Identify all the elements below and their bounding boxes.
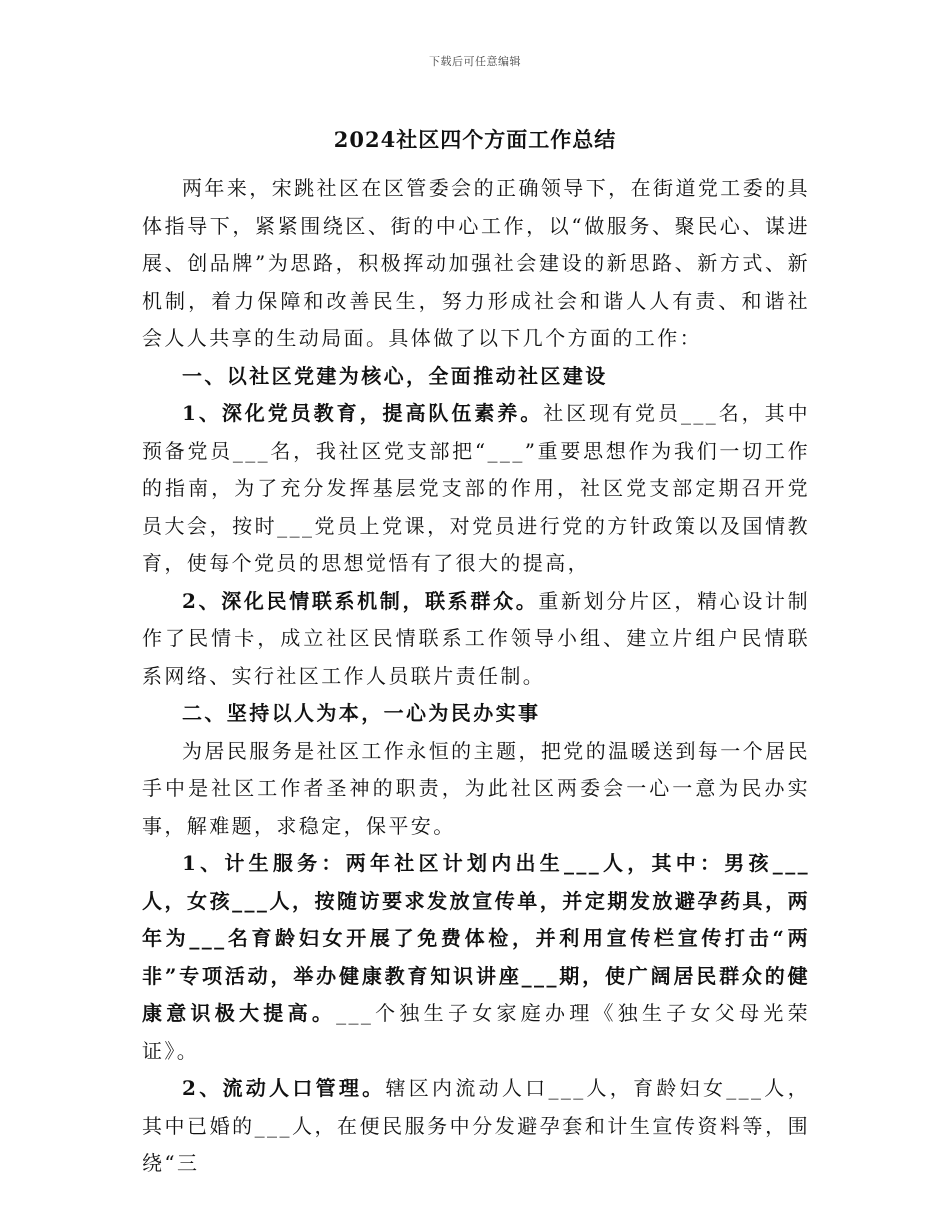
- download-note: 下载后可任意编辑: [429, 55, 521, 68]
- section1-item1-text: 社区现有党员___名，其中预备党员___名，我社区党支部把“___”重要思想作为我们一切工作的指南，为了充分发挥基层党支部的作用，社区党支部定期召开党员大会，按时___党员上党课，对党员进行党的方针政策以及国情教育，使每个党员的思想觉悟有了很大的提高，: [142, 401, 810, 575]
- section2-heading: 二、坚持以人为本，一心为民办实事: [182, 701, 541, 725]
- section2-item1-bold: 1、计生服务：两年社区计划内出生___人，其中：男孩___人，女孩___人，按随访要求发放宣传单，并定期发放避孕药具，两年为___名育龄妇女开展了免费体检，并利用宣传栏宣传打击“两非”专项活动，举办健康教育知识讲座___期，使广阔居民群众的健康意识极大提高。: [142, 851, 810, 1025]
- section2-item2-text: 辖区内流动人口___人，育龄妇女___人，其中已婚的___人，在便民服务中分发避孕套和计生宣传资料等，围绕“三: [142, 1076, 810, 1175]
- document-body: [142, 170, 810, 1183]
- section2-item2: [142, 1070, 810, 1183]
- section1-item2-text: 重新划分片区，精心设计制作了民情卡，成立社区民情联系工作领导小组、建立片组户民情联系网络、实行社区工作人员联片责任制。: [142, 588, 810, 688]
- section2-item1: [142, 845, 810, 1070]
- section2-item1-text: ___个独生子女家庭办理《独生子女父母光荣证》。: [142, 1001, 810, 1063]
- section1-heading: 一、以社区党建为核心，全面推动社区建设: [182, 363, 608, 388]
- document-title: 2024社区四个方面工作总结: [333, 127, 617, 152]
- section1-item1: [142, 395, 810, 583]
- section2-item2-lead: 2、流动人口管理。: [182, 1076, 386, 1100]
- section2-intro: 为居民服务是社区工作永恒的主题，把党的温暖送到每一个居民手中是社区工作者圣神的职责，为此社区两委会一心一意为民办实事，解难题，求稳定，保平安。: [142, 738, 810, 838]
- section1-item1-lead: 1、深化党员教育，提高队伍素养。: [182, 401, 544, 425]
- intro-paragraph: 两年来，宋跳社区在区管委会的正确领导下，在街道党工委的具体指导下，紧紧围绕区、街的中心工作，以“做服务、聚民心、谋进展、创品牌”为思路，积极挥动加强社会建设的新思路、新方式、新机制，着力保障和改善民生，努力形成社会和谐人人有责、和谐社会人人共享的生动局面。具体做了以下几个方面的工作：: [142, 176, 810, 350]
- section1-item2-lead: 2、深化民情联系机制，联系群众。: [182, 588, 539, 613]
- section1-item2: [142, 583, 810, 696]
